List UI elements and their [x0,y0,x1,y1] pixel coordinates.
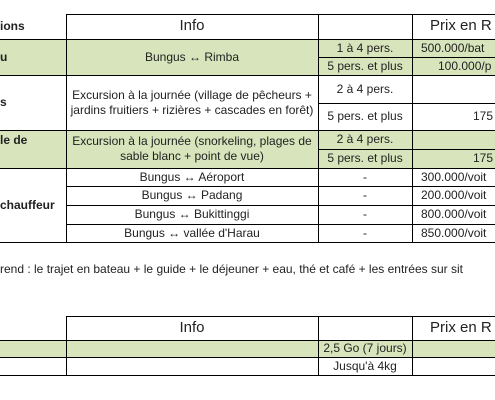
price: 850.000/voit [421,225,487,240]
header-info: Info [179,318,205,336]
price: 300.000/voit [421,169,487,184]
row-activity: chauffeur [0,197,55,212]
group-size: 1 à 4 pers. [336,40,394,55]
row-info: Excursion à la journée (snorkeling, plages de sable blanc + point de vue) [72,134,312,163]
row-activity: u [0,49,8,64]
group-size: - [363,225,367,240]
group-size: 2 à 4 pers. [336,132,394,146]
header-price: Prix en R [430,318,492,336]
inclusions-note: rend : le trajet en bateau + le guide + le déjeuner + eau, thé et café + les entrées sur sit [0,262,463,276]
group-size: - [363,207,367,221]
row-activity: s [0,95,7,109]
transfer-route: Bungus ↔ Aéroport [139,169,245,184]
price: 200.000/voit [421,188,487,202]
group-size: - [363,169,367,184]
row-shade [0,340,495,357]
header-activities: ions [0,19,25,33]
transfer-route: Bungus ↔ Padang [141,188,243,202]
group-size: 2 à 4 pers. [336,81,394,96]
price [412,130,495,149]
group-size: 5 pers. et plus [327,109,403,123]
detail-cell: Jusqu'à 4kg [333,358,397,373]
row-activity: le de [0,132,28,147]
price: 500.000/bat [421,40,485,55]
transfer-route: Bungus ↔ vallée d'Harau [124,225,260,240]
group-size: - [363,188,367,202]
price: 100.000/p [438,58,492,73]
price [412,75,495,103]
price: 800.000/voit [421,207,487,221]
price: 175 [473,151,494,165]
transfer-route: Bungus ↔ Bukittinggi [134,207,250,221]
row-info: Bungus ↔ Rimba [144,49,240,64]
group-size: 5 pers. et plus [327,58,403,73]
row-info: Excursion à la journée (village de pêcheurs + jardins fruitiers + rizières + cascades en forêt) [70,87,314,117]
header-info: Info [179,17,205,35]
group-size: 5 pers. et plus [327,151,403,165]
detail-cell: 2,5 Go (7 jours) [323,341,407,355]
header-price: Prix en R [430,17,492,35]
price: 175 [473,109,494,123]
